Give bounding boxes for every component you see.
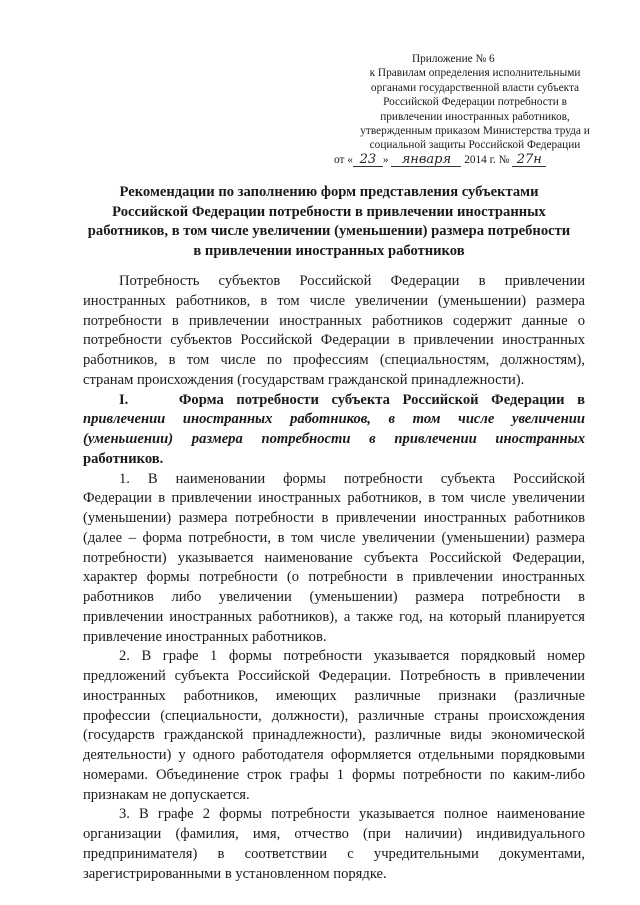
- date-quote-close: »: [382, 153, 389, 166]
- intro-line: потребности субъектов Российской Федерации в привлечении иностранных: [83, 332, 585, 349]
- p2-line: иностранных работников, имеющих различные признаки (различные: [83, 687, 585, 704]
- section-heading-line: привлечении иностранных работников, в том числе увеличении: [83, 411, 585, 428]
- section-heading-text: Форма потребности субъекта Российской Федерации в: [178, 391, 586, 408]
- section-heading-line: (уменьшении) размера потребности в привлечении иностранных: [83, 431, 585, 447]
- date-year: 2014 г. №: [464, 153, 510, 166]
- title-line: в привлечении иностранных работников: [193, 242, 465, 259]
- p1-line: Федерации в привлечении иностранных работников, в том числе увеличении: [83, 490, 585, 507]
- annex-number: Приложение № 6: [412, 53, 495, 65]
- annex-line: утвержденным приказом Министерства труда и: [360, 125, 590, 138]
- document-body: [83, 272, 585, 884]
- p3-line: зарегистрированными в установленном порядке.: [83, 865, 387, 882]
- p1-line: работников либо увеличении (уменьшении) размера потребности в: [83, 589, 585, 605]
- p3-line: организации (фамилия, имя, отчество (при наличии) индивидуального: [83, 826, 585, 842]
- date-month-handwritten: января: [391, 153, 461, 167]
- annex-line: к Правилам определения исполнительными: [369, 67, 581, 80]
- intro-line: потребности в привлечении иностранных работников содержит данные о: [83, 312, 585, 329]
- title-line: Рекомендации по заполнению форм представления субъектами: [119, 184, 539, 200]
- p1-line: характер формы потребности (о потребности в привлечении иностранных: [83, 569, 585, 586]
- annex-line: органами государственной власти субъекта: [370, 81, 580, 94]
- p1-line: 1. В наименовании формы потребности субъекта Российской: [119, 470, 585, 487]
- p1-line: привлечение иностранных работников.: [83, 628, 327, 645]
- p1-line: (далее – форма потребности, в том числе увеличении (уменьшении) размера: [83, 529, 585, 546]
- p2-line: признакам не допускается.: [83, 786, 250, 803]
- annex-date-line: [330, 153, 620, 167]
- p1-line: привлечении иностранных работников), а также год, на который планируется: [83, 608, 585, 625]
- p3-line: 3. В графе 2 формы потребности указывается полное наименование: [119, 806, 585, 823]
- p2-line: 2. В графе 1 формы потребности указывается порядковый номер: [119, 648, 585, 665]
- section-heading-line: работников.: [83, 450, 164, 467]
- p2-line: (государств гражданской принадлежности), различные виды экономической: [83, 727, 585, 744]
- p1-line: (уменьшении) размера потребности в привлечении иностранных работников: [83, 510, 585, 526]
- p2-line: профессии (специальности, должности), различные страны происхождения: [83, 707, 585, 724]
- annex-line: социальной защиты Российской Федерации: [369, 139, 581, 152]
- annex-header: [330, 52, 620, 167]
- p2-line: деятельности) у одного работодателя оформляется отдельными порядковыми: [83, 747, 585, 763]
- document-title: [64, 183, 594, 261]
- section-number: I.: [119, 391, 129, 408]
- title-line: Российской Федерации потребности в привлечении иностранных: [112, 203, 546, 220]
- p2-line: предложений субъекта Российской Федерации. Потребность в привлечении: [83, 668, 585, 684]
- intro-line: иностранных работников, в том числе увеличении (уменьшении) размера: [83, 292, 585, 309]
- p3-line: предпринимателя) в соответствии с учредительными документами,: [83, 845, 585, 862]
- title-line: работников, в том числе увеличении (уменьшении) размера потребности: [87, 223, 571, 240]
- annex-line: привлечении иностранных работников,: [380, 110, 570, 123]
- date-prefix: от «: [334, 153, 353, 166]
- intro-line: странам происхождения (государствам гражданской принадлежности).: [83, 371, 525, 388]
- order-number-handwritten: 27н: [512, 153, 546, 167]
- intro-line: работников, в том числе по профессиям (специальностям, должностям),: [83, 352, 585, 368]
- p2-line: номерами. Объединение строк графы 1 формы потребности по каким-либо: [83, 766, 585, 783]
- intro-line: Потребность субъектов Российской Федерации в привлечении: [119, 273, 585, 289]
- p1-line: потребности) указывается наименование субъекта Российской Федерации,: [83, 549, 585, 566]
- annex-line: Российской Федерации потребности в: [383, 96, 567, 109]
- section-heading-line: [83, 391, 585, 411]
- date-day-handwritten: 23: [353, 153, 383, 167]
